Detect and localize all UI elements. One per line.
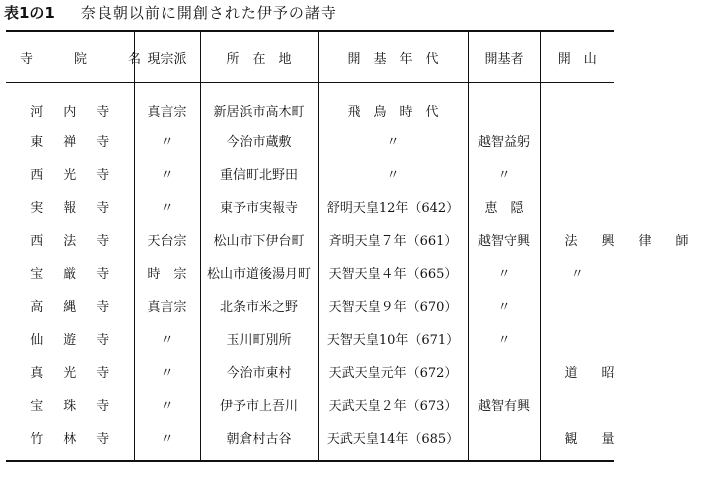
location-cell: 今治市東村 bbox=[200, 355, 318, 388]
table-caption bbox=[4, 2, 337, 24]
founding-era-cell: 天武天皇元年（672） bbox=[318, 355, 468, 388]
column-header-kaisan: 開 山 bbox=[540, 31, 614, 83]
location-cell: 東予市実報寺 bbox=[200, 190, 318, 223]
location-cell: 今治市蔵敷 bbox=[200, 124, 318, 157]
founder-cell bbox=[468, 83, 540, 125]
location-cell: 重信町北野田 bbox=[200, 157, 318, 190]
temple-name-cell: 宝珠寺 bbox=[30, 399, 130, 414]
sect-cell: 〃 bbox=[134, 355, 200, 388]
sect-cell: 天台宗 bbox=[134, 223, 200, 256]
founding-era-cell: 〃 bbox=[318, 157, 468, 190]
column-header-location: 所 在 地 bbox=[200, 31, 318, 83]
location-cell: 松山市道後湯月町 bbox=[200, 256, 318, 289]
founder-cell: 恵 隠 bbox=[468, 190, 540, 223]
location-cell: 松山市下伊台町 bbox=[200, 223, 318, 256]
table-row bbox=[6, 124, 614, 157]
founder-cell: 〃 bbox=[468, 157, 540, 190]
temple-name-cell: 西法寺 bbox=[30, 234, 130, 249]
founder-cell: 越智益躬 bbox=[468, 124, 540, 157]
table-row bbox=[6, 83, 614, 125]
sect-cell: 〃 bbox=[134, 322, 200, 355]
location-cell: 玉川町別所 bbox=[200, 322, 318, 355]
sect-cell: 時 宗 bbox=[134, 256, 200, 289]
founder-cell bbox=[468, 355, 540, 388]
kaisan-cell: 観量 bbox=[540, 421, 614, 461]
temple-name-cell: 宝厳寺 bbox=[30, 267, 130, 282]
temple-name-cell: 竹林寺 bbox=[6, 421, 134, 461]
founding-era-cell: 天武天皇２年（673） bbox=[318, 388, 468, 421]
sect-cell: 〃 bbox=[134, 421, 200, 461]
sect-cell: 〃 bbox=[134, 190, 200, 223]
location-cell: 朝倉村古谷 bbox=[200, 421, 318, 461]
table-number: 表1の1 bbox=[4, 4, 55, 22]
location-cell: 伊予市上吾川 bbox=[200, 388, 318, 421]
table-row bbox=[6, 388, 614, 421]
table-row bbox=[6, 289, 614, 322]
column-header-founder: 開基者 bbox=[468, 31, 540, 83]
kaisan-cell bbox=[540, 289, 614, 322]
founding-era-cell: 舒明天皇12年（642） bbox=[318, 190, 468, 223]
column-header-temple: 寺 院 名 bbox=[6, 31, 134, 83]
sect-cell: 真言宗 bbox=[134, 83, 200, 125]
founder-cell bbox=[468, 421, 540, 461]
table-row bbox=[6, 421, 614, 461]
column-header-era: 開 基 年 代 bbox=[318, 31, 468, 83]
kaisan-cell bbox=[540, 124, 614, 157]
sect-cell: 〃 bbox=[134, 124, 200, 157]
sect-cell: 〃 bbox=[134, 388, 200, 421]
table-row bbox=[6, 256, 614, 289]
kaisan-cell bbox=[540, 157, 614, 190]
location-cell: 新居浜市高木町 bbox=[200, 83, 318, 125]
kaisan-cell: 道昭 bbox=[540, 355, 614, 388]
table-row bbox=[6, 355, 614, 388]
header-row bbox=[6, 31, 614, 83]
founding-era-cell: 〃 bbox=[318, 124, 468, 157]
founding-era-cell: 天智天皇10年（671） bbox=[318, 322, 468, 355]
table-title: 奈良朝以前に開創された伊予の諸寺 bbox=[80, 4, 337, 22]
founder-cell: 〃 bbox=[468, 322, 540, 355]
founding-era-cell: 天武天皇14年（685） bbox=[318, 421, 468, 461]
temple-name-cell: 真光寺 bbox=[30, 366, 130, 381]
founding-era-cell: 飛 鳥 時 代 bbox=[318, 83, 468, 125]
table-row bbox=[6, 157, 614, 190]
temple-name-cell: 仙遊寺 bbox=[30, 333, 130, 348]
temple-name-cell: 河内寺 bbox=[30, 105, 130, 120]
column-header-sect: 現宗派 bbox=[134, 31, 200, 83]
founder-cell: 〃 bbox=[468, 289, 540, 322]
founder-cell: 越智有興 bbox=[468, 388, 540, 421]
kaisan-cell bbox=[540, 322, 614, 355]
kaisan-cell bbox=[540, 388, 614, 421]
founding-era-cell: 天智天皇９年（670） bbox=[318, 289, 468, 322]
table-row bbox=[6, 223, 614, 256]
kaisan-cell: 法興律師 bbox=[540, 223, 614, 256]
table-row bbox=[6, 322, 614, 355]
table-row bbox=[6, 190, 614, 223]
founder-cell: 越智守興 bbox=[468, 223, 540, 256]
temple-name-cell: 西光寺 bbox=[30, 168, 130, 183]
temple-name-cell: 東禅寺 bbox=[30, 135, 130, 150]
temple-name-cell: 実報寺 bbox=[30, 201, 130, 216]
kaisan-cell: 〃 bbox=[540, 256, 614, 289]
kaisan-cell bbox=[540, 190, 614, 223]
temple-name-cell: 高縄寺 bbox=[30, 300, 130, 315]
founding-era-cell: 天智天皇４年（665） bbox=[318, 256, 468, 289]
sect-cell: 〃 bbox=[134, 157, 200, 190]
founder-cell: 〃 bbox=[468, 256, 540, 289]
kaisan-cell bbox=[540, 83, 614, 125]
temples-table bbox=[6, 30, 713, 462]
founding-era-cell: 斉明天皇７年（661） bbox=[318, 223, 468, 256]
sect-cell: 真言宗 bbox=[134, 289, 200, 322]
location-cell: 北条市米之野 bbox=[200, 289, 318, 322]
